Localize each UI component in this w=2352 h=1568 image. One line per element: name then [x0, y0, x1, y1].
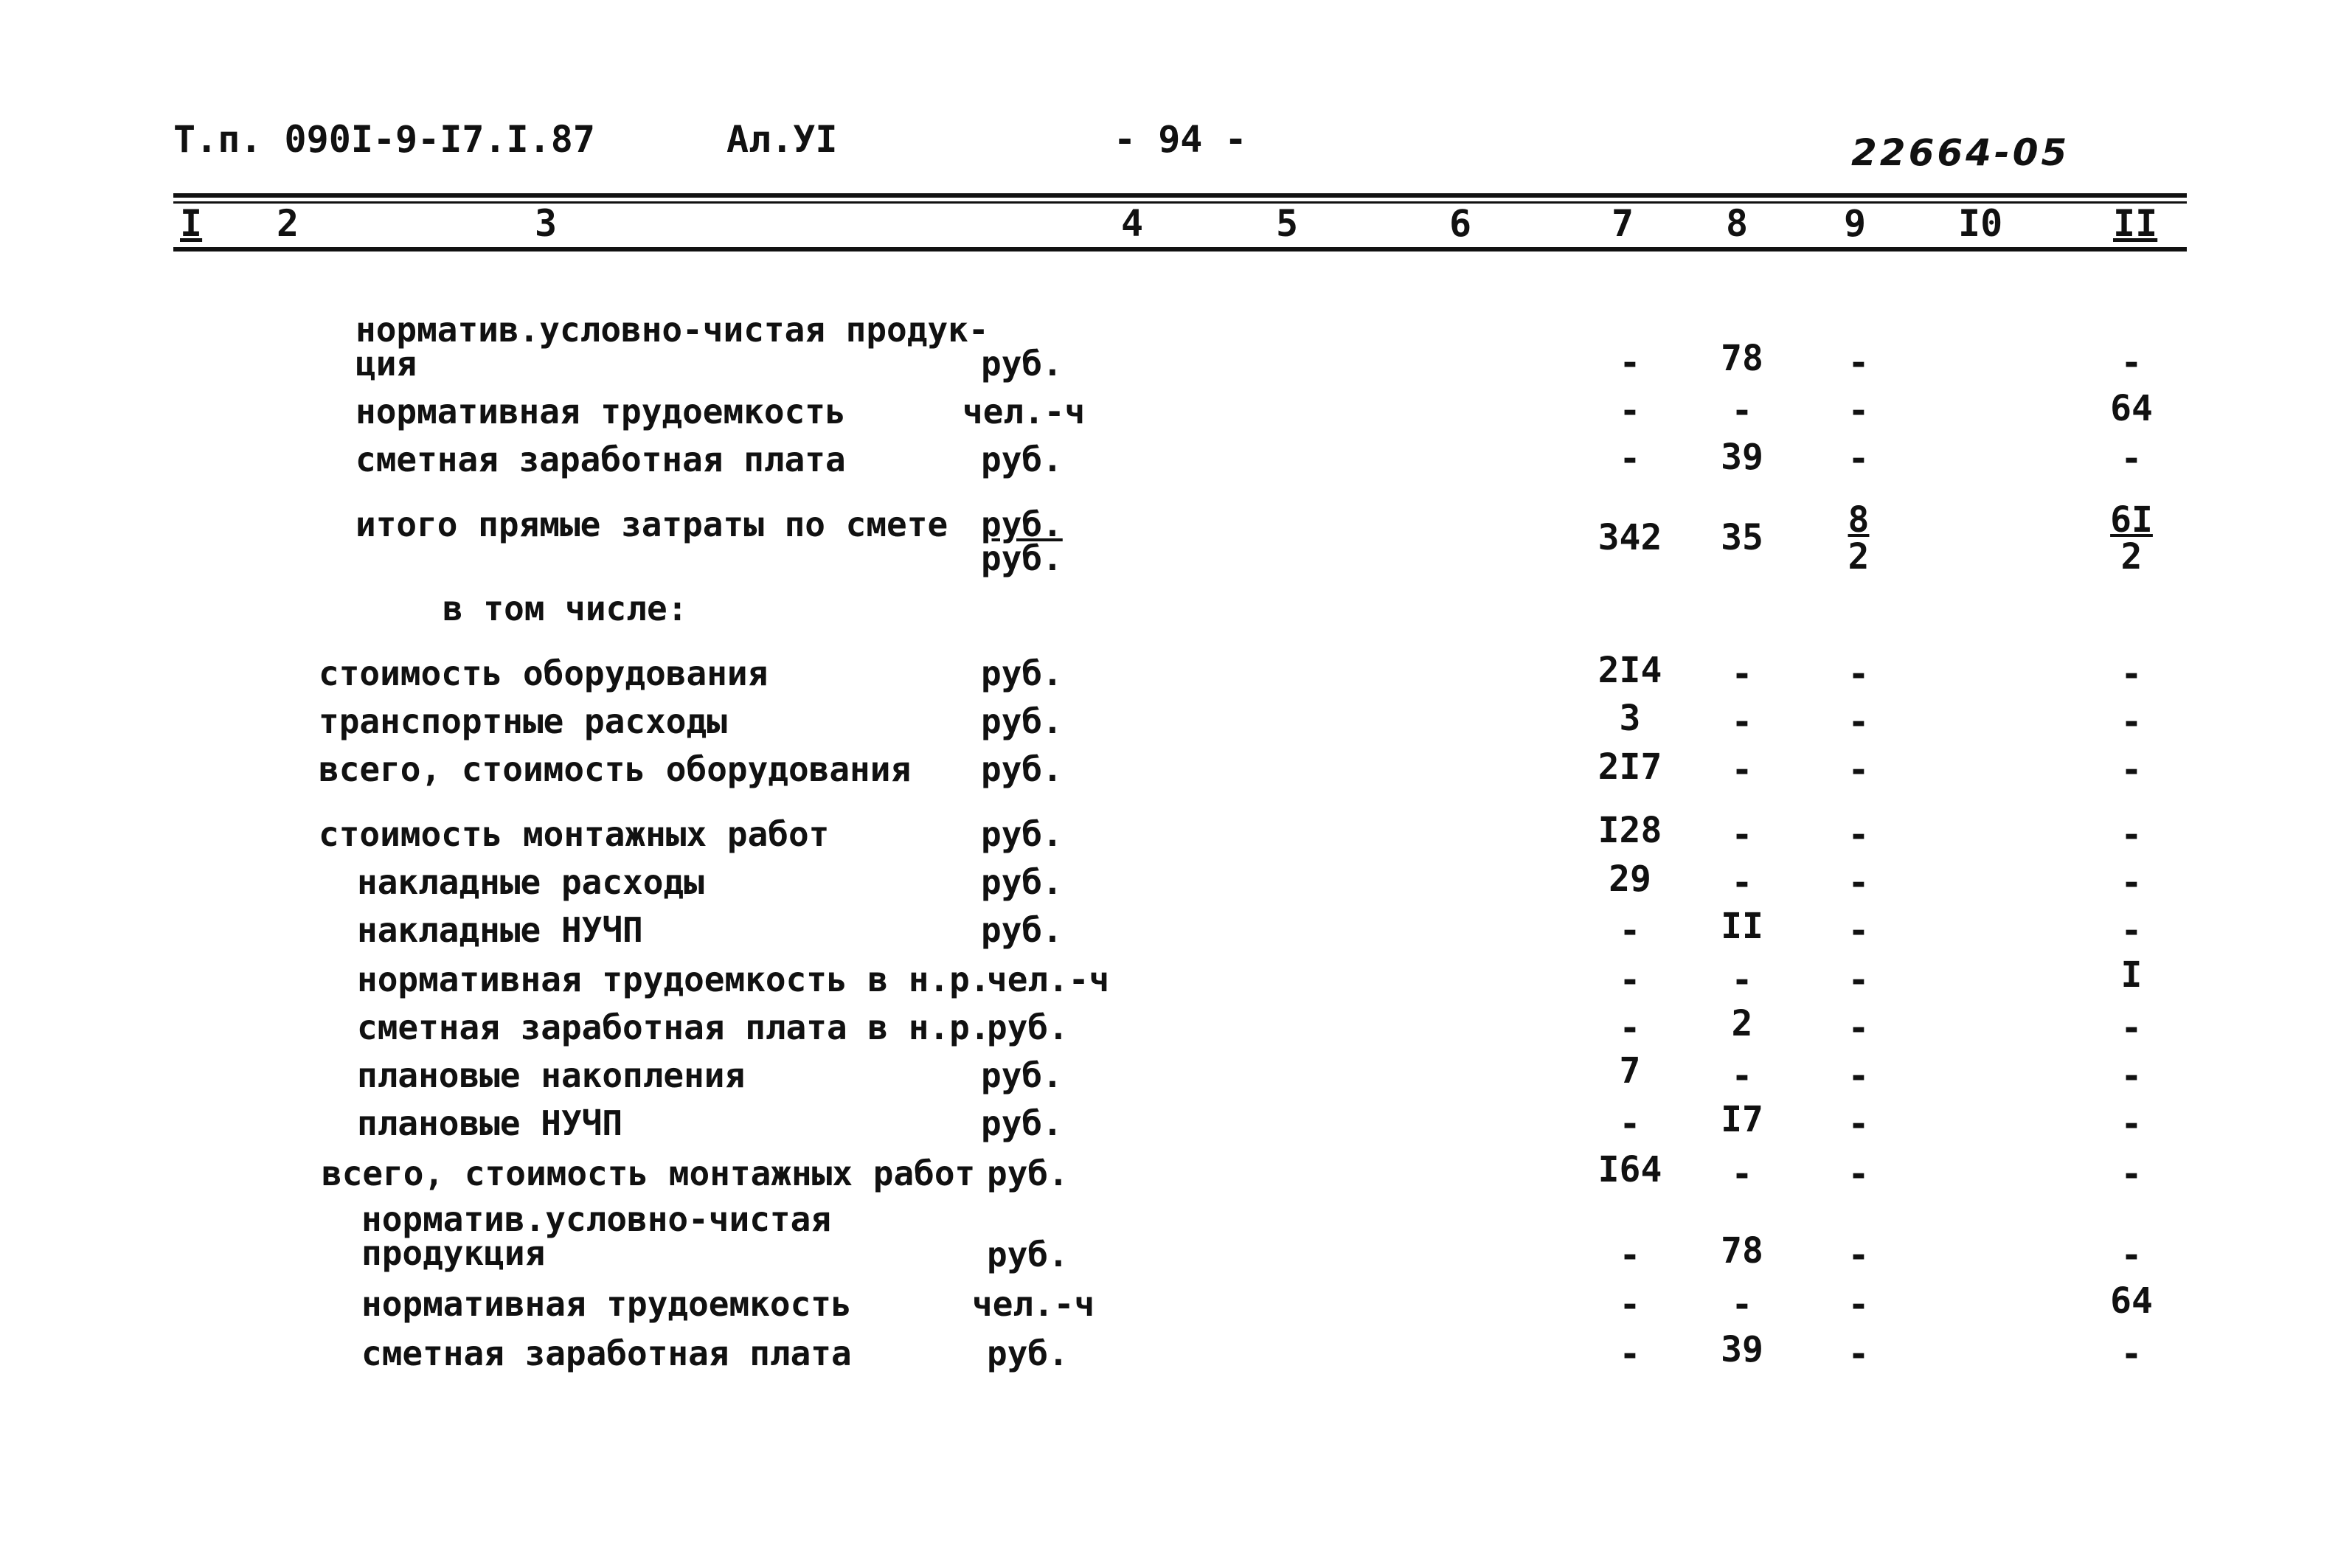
row-value-col8: -: [1731, 1284, 1753, 1325]
row-value-col7: I28: [1598, 810, 1662, 851]
row-label: всего, стоимость монтажных работ: [322, 1154, 976, 1193]
row-value-col8: -: [1731, 814, 1753, 856]
row-unit-bottom: руб.: [981, 538, 1063, 578]
row-value-col8: 2: [1731, 1003, 1753, 1044]
row-value-col11: -: [2120, 1154, 2143, 1195]
row-value-col7: 2I4: [1598, 650, 1662, 691]
col-header-4: 4: [1121, 202, 1144, 245]
col-header-1: I: [180, 202, 203, 245]
col-header-2: 2: [277, 202, 299, 245]
row-unit: руб.: [981, 1103, 1063, 1143]
row-value-col11: -: [2120, 1235, 2143, 1276]
row-label: стоимость монтажных работ: [319, 814, 830, 854]
section-subheading: в том числе:: [443, 589, 688, 628]
row-value-col8: I7: [1721, 1099, 1763, 1140]
row-value-col11: -: [2120, 910, 2143, 951]
row-value-col9: -: [1848, 960, 1870, 1001]
row-value-col9-top: 8: [1848, 499, 1870, 541]
row-value-col8: 39: [1721, 437, 1763, 478]
header-rule-thin: [173, 201, 2187, 204]
row-value-col11-fraction: [2087, 499, 2176, 577]
col-header-5: 5: [1276, 202, 1299, 245]
row-label: транспортные расходы: [319, 701, 727, 741]
row-value-col8: -: [1731, 960, 1753, 1001]
row-value-col8: -: [1731, 862, 1753, 903]
row-unit: руб.: [981, 440, 1063, 479]
row-value-col7: 7: [1619, 1050, 1641, 1092]
row-value-col8: -: [1731, 1154, 1753, 1195]
row-label: накладные расходы: [357, 862, 704, 902]
row-value-col7: I64: [1598, 1149, 1662, 1190]
row-value-col8: 78: [1721, 1230, 1763, 1272]
row-value-col7: -: [1619, 1333, 1641, 1375]
row-value-col11: -: [2120, 701, 2143, 743]
col-header-11: II: [2113, 202, 2158, 245]
row-label: нормативная трудоемкость: [361, 1284, 852, 1324]
row-value-col11: -: [2120, 749, 2143, 791]
row-unit: руб.: [981, 344, 1063, 384]
row-value-col7: -: [1619, 1103, 1641, 1145]
row-label: сметная заработная плата в н.р.: [357, 1007, 991, 1047]
row-value-col9: -: [1848, 653, 1870, 695]
album-number: Ал.УI: [726, 118, 838, 161]
row-value-col8: -: [1731, 701, 1753, 743]
row-unit: чел.-ч: [972, 1284, 1095, 1324]
row-value-col8: 39: [1721, 1329, 1763, 1370]
row-label: плановые НУЧП: [357, 1103, 623, 1143]
row-value-col11: -: [2120, 653, 2143, 695]
row-label: сметная заработная плата: [355, 440, 846, 479]
row-value-col8: 78: [1721, 338, 1763, 379]
row-value-col7: -: [1619, 390, 1641, 431]
row-value-col8: -: [1731, 390, 1753, 431]
row-value-col9: -: [1848, 862, 1870, 903]
row-value-col8: II: [1721, 906, 1763, 947]
row-value-col11: -: [2120, 1055, 2143, 1097]
row-label: нормативная трудоемкость: [355, 392, 846, 431]
row-unit-fraction: [981, 504, 1063, 578]
col-header-9: 9: [1844, 202, 1867, 245]
row-value-col11: -: [2120, 342, 2143, 384]
row-value-col7: -: [1619, 1235, 1641, 1276]
row-unit: руб.: [987, 1333, 1069, 1373]
row-value-col9: -: [1848, 390, 1870, 431]
row-value-col9: -: [1848, 342, 1870, 384]
row-value-col7: -: [1619, 960, 1641, 1001]
row-unit: руб.: [981, 1055, 1063, 1095]
row-value-col9: -: [1848, 1333, 1870, 1375]
row-label: стоимость оборудования: [319, 653, 769, 693]
row-value-col11: -: [2120, 862, 2143, 903]
row-value-col7: 29: [1609, 858, 1651, 900]
row-label: накладные НУЧП: [357, 910, 643, 950]
row-value-col11: -: [2120, 814, 2143, 856]
row-value-col7: -: [1619, 438, 1641, 479]
row-value-col11: 64: [2110, 388, 2153, 429]
row-label: норматив.условно-чистая продук- ция: [355, 310, 989, 384]
row-value-col8: 35: [1721, 517, 1763, 558]
row-unit: руб.: [987, 1154, 1069, 1193]
row-value-col9: -: [1848, 1103, 1870, 1145]
row-unit-top: руб.: [981, 504, 1063, 544]
row-value-col9: -: [1848, 1284, 1870, 1325]
row-value-col9: -: [1848, 749, 1870, 791]
row-value-col11: -: [2120, 1103, 2143, 1145]
row-value-col9: -: [1848, 438, 1870, 479]
row-value-col11: -: [2120, 438, 2143, 479]
row-value-col9: -: [1848, 1055, 1870, 1097]
row-unit: руб.: [981, 701, 1063, 741]
col-header-10: I0: [1958, 202, 2003, 245]
row-value-col11: I: [2120, 954, 2143, 996]
col-header-7: 7: [1612, 202, 1634, 245]
handwritten-number: 22664-05: [1851, 131, 2070, 174]
row-unit: чел.-ч: [962, 392, 1086, 431]
col-header-3: 3: [535, 202, 558, 245]
row-value-col7: -: [1619, 1284, 1641, 1325]
row-value-col7: -: [1619, 342, 1641, 384]
header-rule: [173, 193, 2187, 198]
col-header-6: 6: [1449, 202, 1472, 245]
row-value-col9: -: [1848, 1154, 1870, 1195]
row-value-col9-bottom: 2: [1848, 536, 1870, 577]
row-value-col7: -: [1619, 1007, 1641, 1049]
row-value-col7: -: [1619, 910, 1641, 951]
row-label: нормативная трудоемкость в н.р.: [357, 960, 991, 999]
page-number: - 94 -: [1114, 118, 1247, 161]
row-value-col9-fraction: [1814, 499, 1903, 577]
row-value-col7: 3: [1619, 698, 1641, 739]
row-unit: руб.: [981, 814, 1063, 854]
row-value-col11: -: [2120, 1007, 2143, 1049]
row-label: плановые накопления: [357, 1055, 746, 1095]
document-code: Т.п. 090I-9-I7.I.87: [173, 118, 595, 161]
row-label: сметная заработная плата: [361, 1333, 852, 1373]
row-value-col7: 2I7: [1598, 746, 1662, 788]
row-label: итого прямые затраты по смете: [355, 504, 948, 544]
row-value-col11-top: 6I: [2110, 499, 2153, 541]
row-value-col9: -: [1848, 1007, 1870, 1049]
row-unit: руб.: [981, 653, 1063, 693]
row-unit: чел.-ч: [987, 960, 1110, 999]
row-unit: руб.: [981, 910, 1063, 950]
row-value-col8: -: [1731, 749, 1753, 791]
column-header-rule: [173, 247, 2187, 251]
row-value-col8: -: [1731, 653, 1753, 695]
row-label: всего, стоимость оборудования: [319, 749, 912, 789]
row-unit: руб.: [987, 1007, 1069, 1047]
row-value-col8: -: [1731, 1055, 1753, 1097]
row-unit: руб.: [987, 1235, 1069, 1274]
row-value-col11-bottom: 2: [2120, 536, 2143, 577]
row-value-col9: -: [1848, 1235, 1870, 1276]
row-unit: руб.: [981, 862, 1063, 902]
row-value-col9: -: [1848, 701, 1870, 743]
row-value-col7: 342: [1598, 517, 1662, 558]
col-header-8: 8: [1726, 202, 1749, 245]
row-value-col11: 64: [2110, 1280, 2153, 1322]
row-value-col9: -: [1848, 910, 1870, 951]
row-value-col11: -: [2120, 1333, 2143, 1375]
row-value-col9: -: [1848, 814, 1870, 856]
row-label: норматив.условно-чистая продукция: [361, 1199, 831, 1273]
row-unit: руб.: [981, 749, 1063, 789]
